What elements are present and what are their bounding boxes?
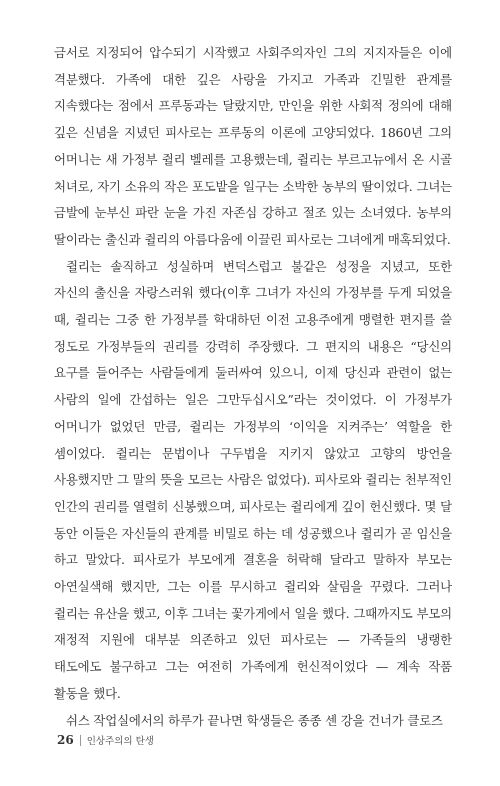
running-title: 인상주의의 탄생 — [86, 736, 154, 747]
paragraph-3: 쉬스 작업실에서의 하루가 끝나면 학생들은 종종 센 강을 건너가 클로즈 — [66, 712, 443, 728]
paragraph-2: 쥘리는 솔직하고 성실하며 변덕스럽고 불같은 성정을 지녔고, 또한 자신의 출신을 자랑스러워 했다(이후 그녀가 자신의 가정부를 두게 되었을 때, 쥘리는 그중 한 가정부를 학대하던 이전 고용주에게 맹렬한 편지를 쓸 정도로 가정부들의 권리를 강력히 주장했다. 그 편지의 내용은 “당신의 요구를 들어주는 사람들에게 둘러싸여 있으니, 이제 당신과 관련이 없는 사람의 일에 간섭하는 일은 그만두십시오”라는 것이었다. 이 가정부가 어머니가 없었던 만큼, 쥘리는 가정부의 ‘이익을 지켜주는’ 역할을 한 셈이었다. 쥘리는 문법이나 구두법을 지키지 않았고 고향의 방언을 사용했지만 그 말의 뜻을 모르는 사람은 없었다). 피사로와 쥘리는 천부적인 인간의 권리를 열렬히 신봉했으며, 피사로는 쥘리에게 깊이 헌신했다. 몇 달 동안 이들은 자신들의 관계를 비밀로 하는 데 성공했으나 쥘리가 곧 임신을 하고 말았다. 피사로가 부모에게 결혼을 허락해 달라고 말하자 부모는 아연실색해 했지만, 그는 이를 무시하고 쥘리와 살림을 꾸렸다. 그러나 쥘리는 유산을 했고, 이후 그녀는 꽃가게에서 일을 했다. 그때까지도 부모의 재정적 지원에 대부분 의존하고 있던 피사로는 — 가족들의 냉랭한 태도에도 불구하고 그는 여전히 가족에게 헌신적이었다 — 계속 작품 활동을 했다. — [54, 258, 452, 701]
paragraph-1: 금서로 지정되어 압수되기 시작했고 사회주의자인 그의 지지자들은 이에 격분했다. 가족에 대한 깊은 사랑을 가지고 가족과 긴밀한 관계를 지속했다는 점에서 프루동과는 달랐지만, 만인을 위한 사회적 정의에 대해 깊은 신념을 지녔던 피사로는 프루동의 이론에 고양되었다. 1860년 그의 어머니는 새 가정부 쥘리 벨레를 고용했는데, 쥘리는 부르고뉴에서 온 시골 처녀로, 자기 소유의 작은 포도밭을 일구는 소박한 농부의 딸이었다. 그녀는 금발에 눈부신 파란 눈을 가진 자존심 강하고 절조 있는 소녀였다. 농부의 딸이라는 출신과 쥘리의 아름다움에 이끌린 피사로는 그녀에게 매혹되었다. — [54, 45, 452, 247]
footer-divider — [80, 735, 81, 746]
page-number: 26 — [57, 733, 74, 747]
page-body — [54, 40, 452, 734]
page-footer — [57, 733, 154, 747]
